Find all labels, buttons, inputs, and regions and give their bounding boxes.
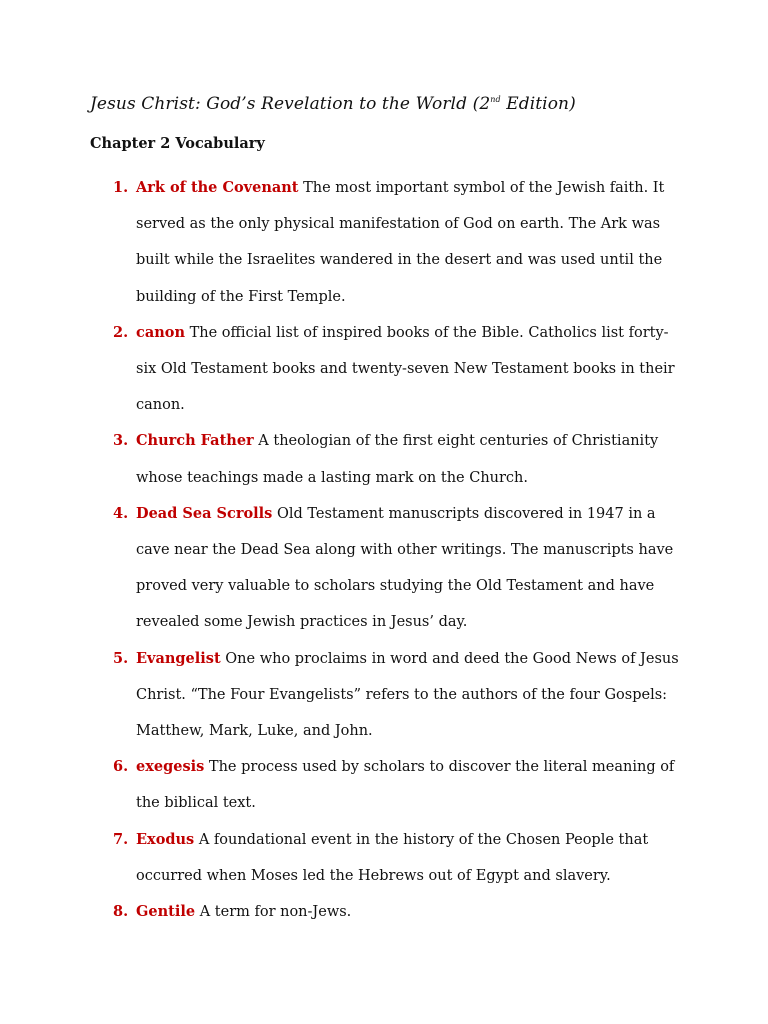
title-superscript: nd <box>490 95 501 104</box>
vocab-number: 5. <box>113 649 129 667</box>
vocab-number: 7. <box>113 830 129 848</box>
vocab-definition: A theologian of the first eight centuries of Christianity whose teachings made a lasting mark on the Church. <box>136 433 659 486</box>
vocab-item-3 <box>0 423 681 495</box>
vocab-definition: A foundational event in the history of the Chosen People that occurred when Moses led the Hebrews out of Egypt and slavery. <box>136 831 649 884</box>
vocab-number: 3. <box>113 432 129 450</box>
vocab-definition: Old Testament manuscripts discovered in 1947 in a cave near the Dead Sea along with other writings. The manuscripts have proved very valuable to scholars studying the Old Testament and have revealed some Jewish practices in Jesus’ day. <box>136 505 674 631</box>
vocab-definition: The most important symbol of the Jewish faith. It served as the only physical manifestation of God on earth. The Ark was built while the Israelites wandered in the desert and was used until the building of the First Temple. <box>136 180 665 305</box>
vocabulary-list <box>0 170 681 930</box>
vocab-number: 2. <box>113 323 129 341</box>
vocab-term: Gentile <box>136 903 196 921</box>
vocab-item-4 <box>0 496 681 641</box>
vocab-item-7 <box>0 822 681 894</box>
vocab-definition: The process used by scholars to discover the literal meaning of the biblical text. <box>136 759 675 812</box>
vocab-number: 8. <box>113 903 129 921</box>
vocab-term: Church Father <box>136 432 254 450</box>
vocab-item-1 <box>0 170 681 315</box>
vocab-number: 4. <box>113 504 129 522</box>
vocab-item-2 <box>0 315 681 424</box>
vocab-item-6 <box>0 749 681 821</box>
vocab-term: exegesis <box>136 758 205 776</box>
chapter-heading: Chapter 2 Vocabulary <box>90 135 265 152</box>
vocab-definition: One who proclaims in word and deed the Good News of Jesus Christ. “The Four Evangelists” refers to the authors of the four Gospels: Matthew, Mark, Luke, and John. <box>136 650 679 740</box>
vocab-number: 1. <box>113 179 129 196</box>
vocab-term: Dead Sea Scrolls <box>136 504 273 522</box>
vocab-item-5 <box>0 641 681 750</box>
vocab-term: Ark of the Covenant <box>136 179 299 196</box>
vocab-term: canon <box>136 323 185 341</box>
document-title <box>90 92 576 116</box>
vocab-term: Evangelist <box>136 649 221 667</box>
title-end: Edition) <box>500 94 576 114</box>
vocab-number: 6. <box>113 758 129 776</box>
vocab-definition: A term for non-Jews. <box>199 904 352 921</box>
vocab-term: Exodus <box>136 830 195 848</box>
vocab-item-8 <box>0 894 681 930</box>
vocab-definition: The official list of inspired books of the Bible. Catholics list forty-six Old Testament books and twenty-seven New Testament books in their canon. <box>136 324 675 414</box>
title-main: Jesus Christ: God’s Revelation to the World (2 <box>90 94 491 114</box>
